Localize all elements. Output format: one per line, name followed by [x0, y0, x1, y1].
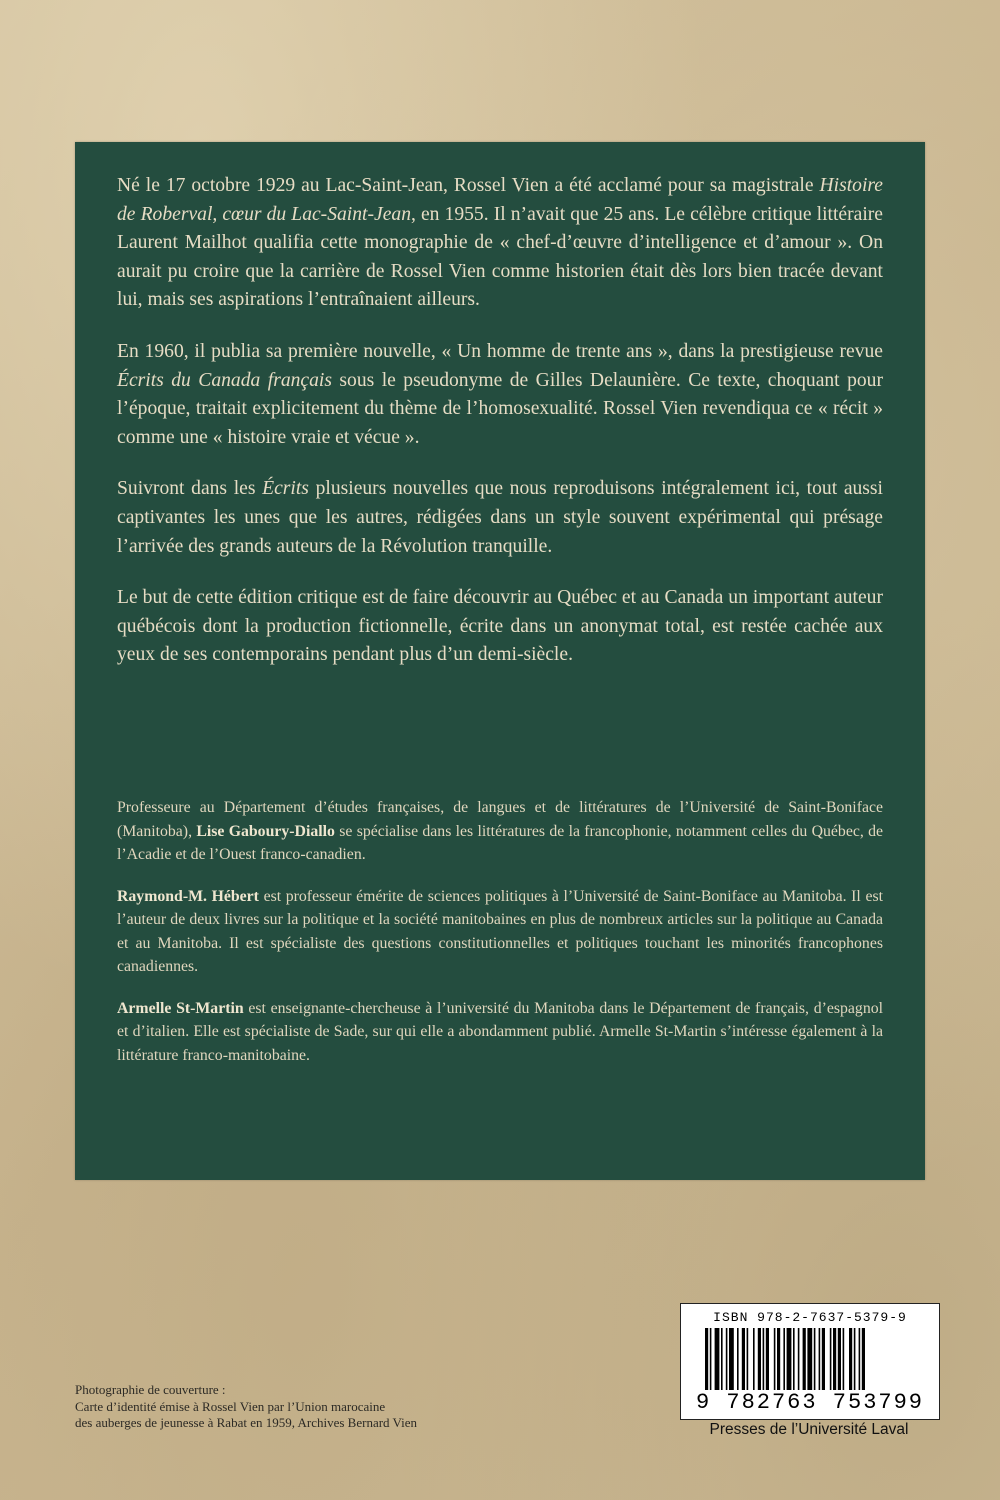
barcode-bar [783, 1328, 785, 1390]
author-bio [117, 997, 883, 1068]
bio-text: est professeur émérite de sciences politiques à l’Université de Saint-Boniface au Manitoba. Il est l’auteur de deux livres sur la politique et la société manitobaines en plus de nombreux articles sur la politique au Canada et au Manitoba. Il est spécialiste des questions constitutionnelles et politiques touchant les minorités francophones canadiennes. [117, 887, 883, 975]
author-bio [117, 885, 883, 979]
barcode-bar [838, 1328, 841, 1390]
barcode-bar [833, 1328, 836, 1390]
barcode-bar [793, 1328, 795, 1390]
synopsis [117, 172, 883, 693]
barcode-bar [742, 1328, 745, 1390]
barcode-bar [803, 1328, 806, 1390]
synopsis-panel [75, 142, 925, 1180]
synopsis-text: En 1960, il publia sa première nouvelle, « Un homme de trente ans », dans la prestigieuse revue [117, 340, 883, 362]
journal-short-italic: Écrits [262, 478, 309, 500]
synopsis-paragraph [117, 172, 883, 315]
author-bios [117, 796, 883, 1085]
isbn-barcode [680, 1303, 940, 1420]
author-name: Raymond-M. Hébert [117, 887, 259, 905]
barcode-bar [766, 1328, 769, 1390]
barcode-bar [814, 1328, 816, 1390]
barcode-bar [715, 1328, 720, 1390]
barcode-bar [854, 1328, 856, 1390]
barcode-bars [705, 1328, 915, 1390]
barcode-bar [763, 1328, 765, 1390]
bio-text: est enseignante-chercheuse à l’université du Manitoba dans le Département de français, d’espagnol et d’italien. Elle est spécialiste de Sade, sur qui elle a abondamment publié. Armelle St-Martin s’intéresse également à la littérature franco-manitobaine. [117, 999, 884, 1064]
barcode-bar [758, 1328, 761, 1390]
barcode-bar [830, 1328, 832, 1390]
synopsis-text: , en 1955. Il n’avait que 25 ans. Le célèbre critique littéraire Laurent Mailhot qualifia cette monographie de « chef-d’œuvre d’intelligence et d’amour ». On aurait pu croire que la carrière de Rossel Vien comme historien était dès lors bien tracée devant lui, mais ses aspirations l’entraînaient ailleurs. [117, 203, 883, 311]
synopsis-paragraph [117, 475, 883, 561]
photo-credit-line: Carte d’identité émise à Rossel Vien par l’Union marocaine [75, 1398, 386, 1414]
bio-text: se spécialise dans les littératures de la francophonie, notamment celles du Québec, de l’Acadie et de l’Ouest franco-canadien. [117, 822, 883, 863]
barcode-bar [737, 1328, 739, 1390]
synopsis-text: plusieurs nouvelles que nous reproduisons intégralement ici, tout aussi captivantes les unes que les autres, rédigées dans un style souvent expérimental qui présage l’arrivée des grands auteurs de la Révolution tranquille. [117, 478, 884, 557]
barcode-bar [705, 1328, 708, 1390]
barcode-bar [862, 1328, 865, 1390]
barcode-bar [787, 1328, 792, 1390]
synopsis-paragraph [117, 338, 883, 452]
barcode-bar [819, 1328, 821, 1390]
photo-credit-line: des auberges de jeunesse à Rabat en 1959, Archives Bernard Vien [75, 1415, 418, 1430]
barcode-bar [747, 1328, 749, 1390]
barcode-bar [710, 1328, 712, 1390]
synopsis-paragraph: Le but de cette édition critique est de faire découvrir au Québec et au Canada un important auteur québécois dont la production fictionnelle, écrite dans un anonymat total, est restée cachée aux yeux de ses contemporains pendant plus d’un demi-siècle. [117, 587, 883, 666]
isbn-label: ISBN 978-2-7637-5379-9 [713, 1310, 907, 1325]
barcode-bar [753, 1328, 755, 1390]
barcode-bar [859, 1328, 861, 1390]
author-bio [117, 796, 883, 867]
publisher-name: Presses de l’Université Laval [709, 1421, 909, 1438]
barcode-bar [822, 1328, 825, 1390]
ean-digits: 9 782763 753799 [695, 1390, 925, 1415]
barcode-bar [777, 1328, 780, 1390]
barcode-bar [729, 1328, 734, 1390]
journal-title-italic: Écrits du Canada français [117, 369, 332, 391]
photo-credit [75, 1382, 555, 1432]
synopsis-text: sous le pseudonyme de Gilles Delaunière. Ce texte, choquant pour l’époque, traitait explicitement du thème de l’homosexualité. Rossel Vien revendiqua ce « récit » comme une « histoire vraie et vécue ». [117, 369, 883, 448]
barcode-bar [807, 1328, 812, 1390]
barcode-bar [726, 1328, 728, 1390]
barcode-bar [843, 1328, 845, 1390]
synopsis-text: Né le 17 octobre 1929 au Lac-Saint-Jean, Rossel Vien a été acclamé pour sa magistrale [117, 175, 820, 196]
barcode-bar [774, 1328, 776, 1390]
synopsis-text: Suivront dans les [117, 478, 263, 500]
barcode-bar [849, 1328, 852, 1390]
book-title-italic: Histoire de Roberval, cœur du Lac-Saint-Jean [117, 175, 883, 225]
author-name: Lise Gaboury-Diallo [196, 822, 335, 840]
author-name: Armelle St-Martin [117, 999, 244, 1017]
barcode-bar [798, 1328, 800, 1390]
bio-text: Professeure au Département d’études françaises, de langues et de littératures de l’Université de Saint-Boniface (Manitoba), [117, 799, 883, 840]
barcode-bar [721, 1328, 723, 1390]
photo-credit-heading: Photographie de couverture : [75, 1382, 226, 1397]
